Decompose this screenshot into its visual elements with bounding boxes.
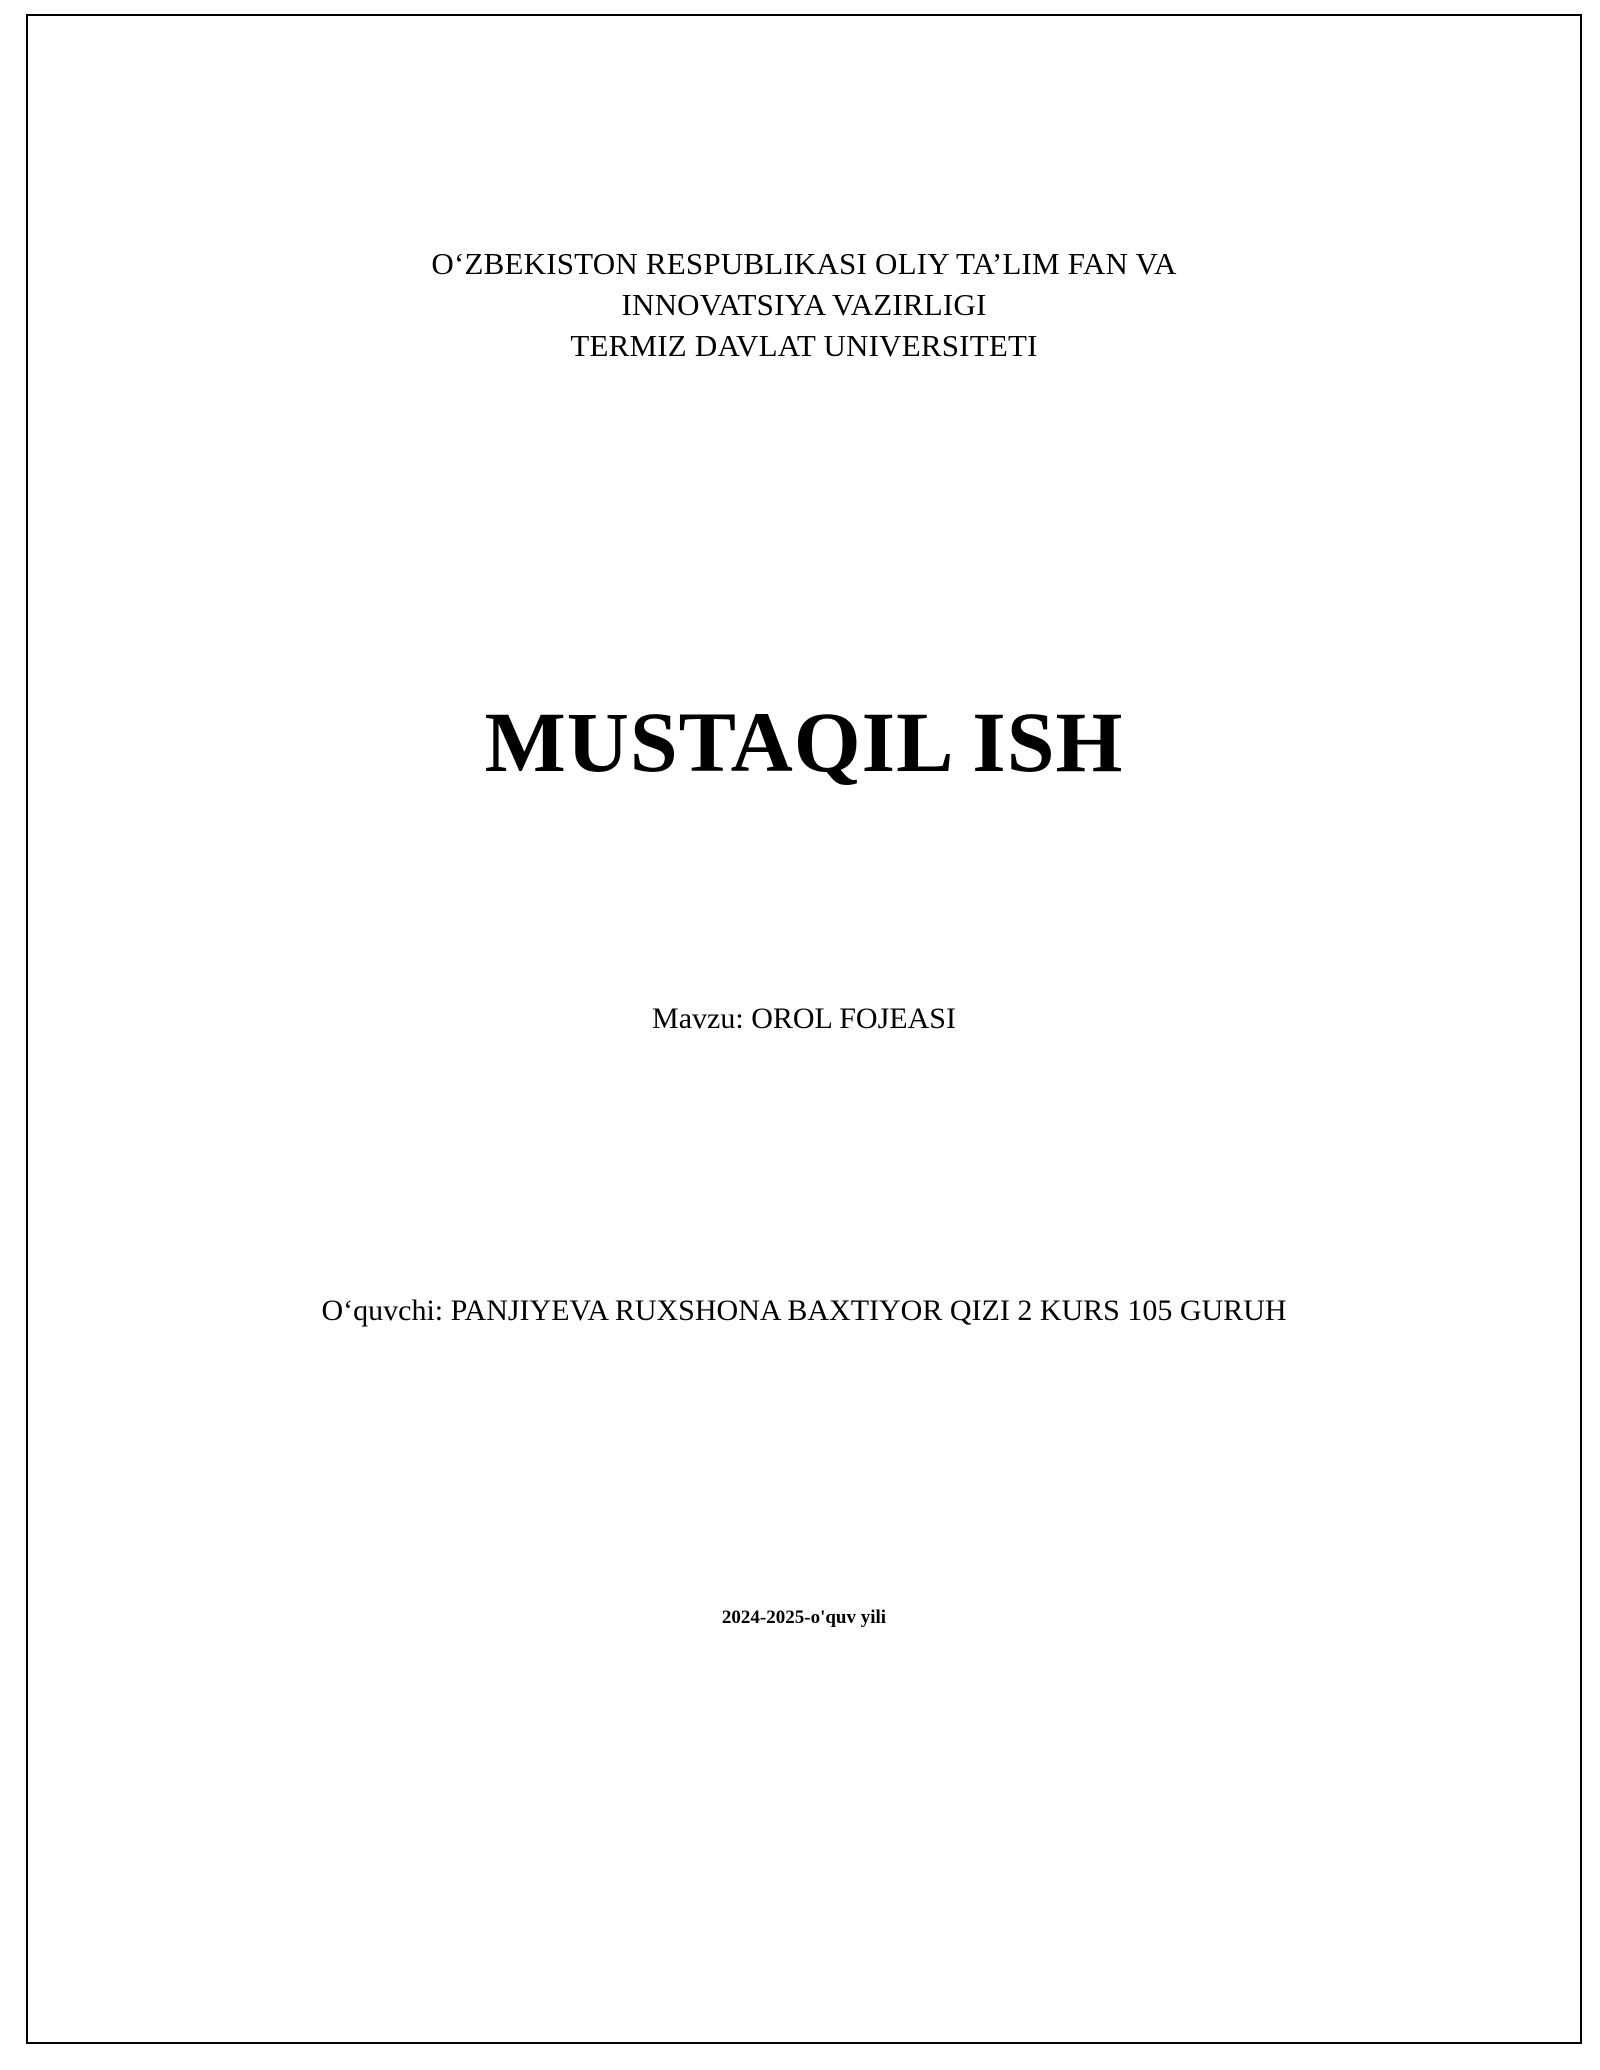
author-info: O‘quvchi: PANJIYEVA RUXSHONA BAXTIYOR QIZI 2 KURS 105 GURUH [321,1294,1287,1328]
academic-year: 2024-2025-o'quv yili [721,1606,887,1628]
title-page [26,14,1582,2044]
subject-topic: Mavzu: OROL FOJEASI [652,1002,956,1036]
ministry-line-1: O‘ZBEKISTON RESPUBLIKASI OLIY TA’LIM FAN VA [431,246,1177,281]
ministry-line-2: INNOVATSIYA VAZIRLIGI [621,286,987,322]
institution-header [124,244,1484,367]
document-title: MUSTAQIL ISH [484,693,1124,790]
university-name: TERMIZ DAVLAT UNIVERSITETI [570,327,1038,363]
